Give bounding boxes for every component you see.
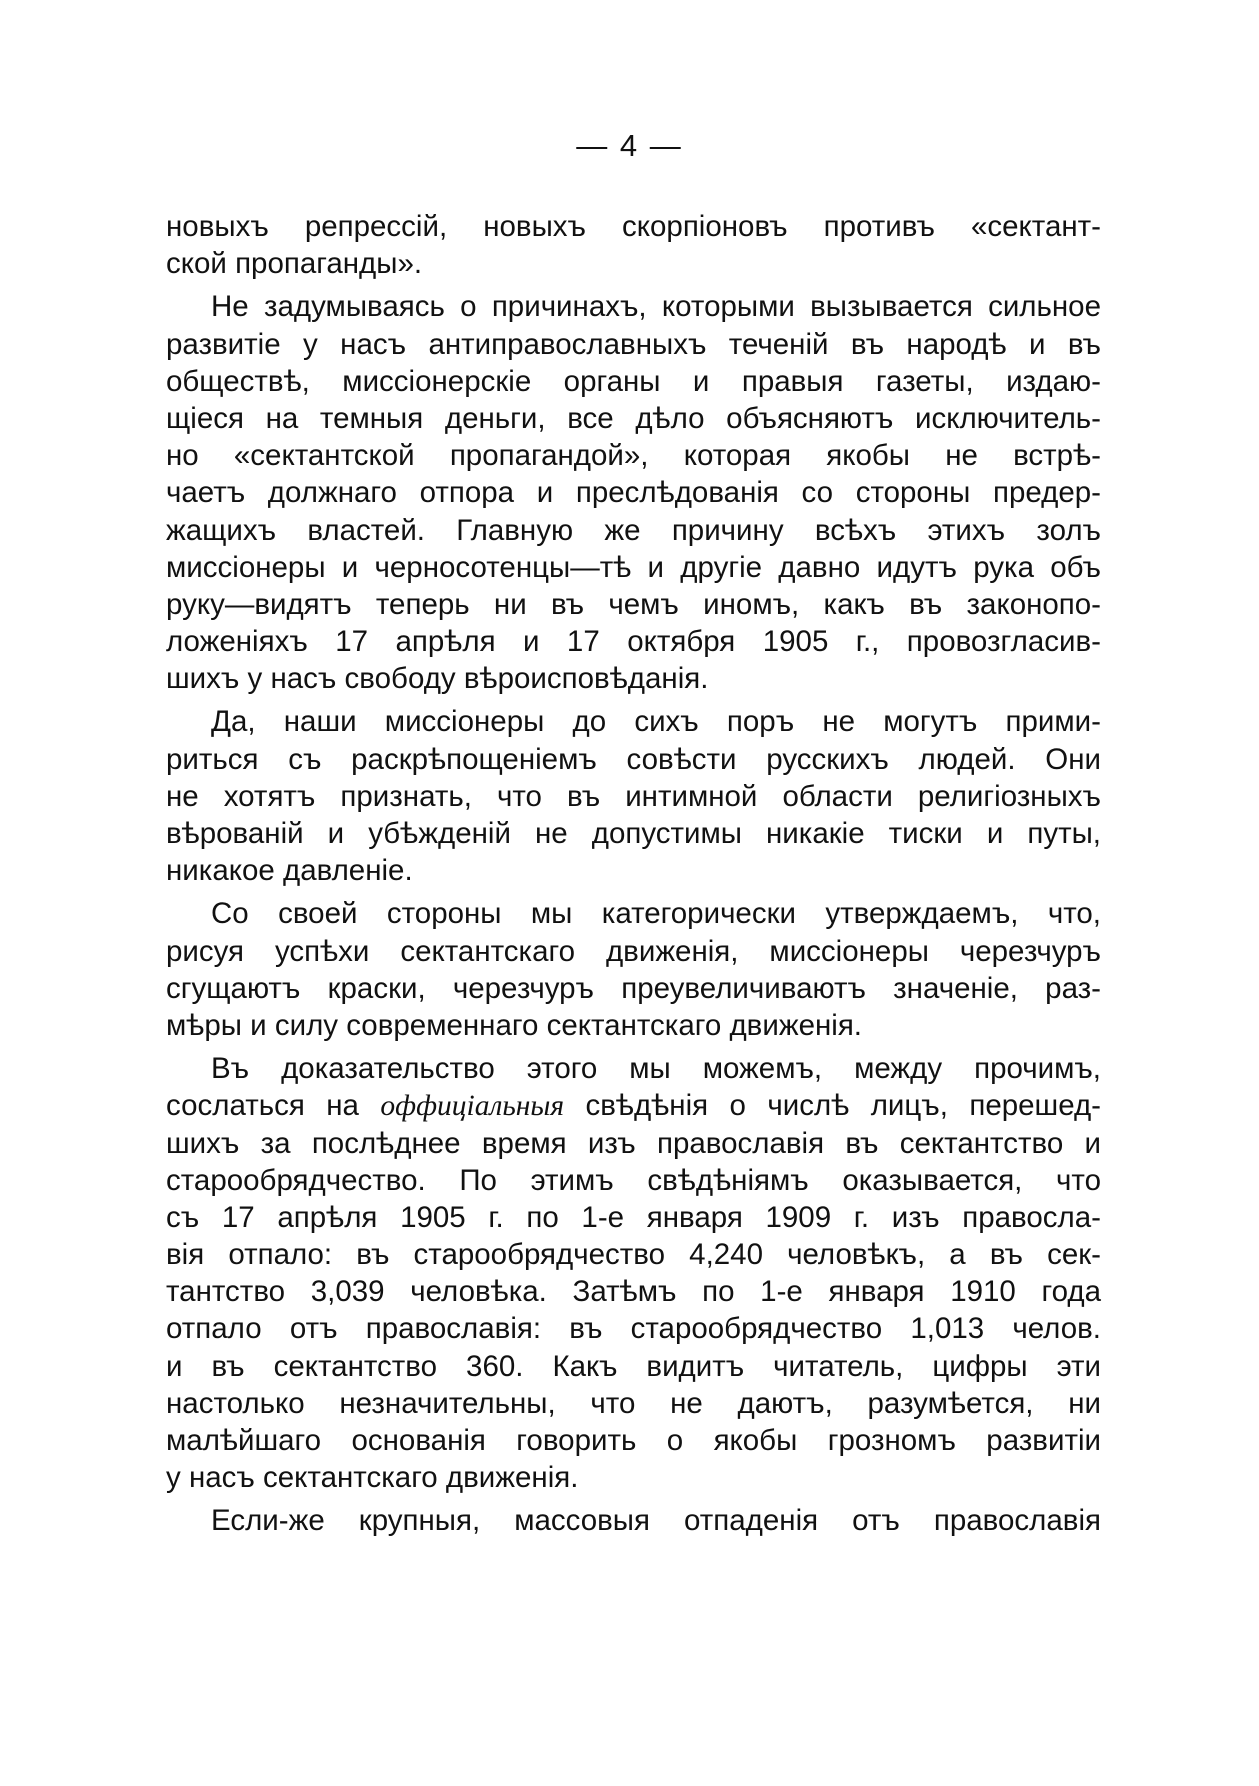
- text-line: риться съ раскрѣпощеніемъ совѣсти русскихъ людей. Они: [166, 742, 1101, 776]
- text-line: тантство 3,039 человѣка. Затѣмъ по 1-е января 1910 года: [166, 1275, 1101, 1309]
- text-line: вѣрованій и убѣжденій не допустимы никакіе тиски и путы,: [166, 817, 1101, 850]
- text-line: руку—видятъ теперь ни въ чемъ иномъ, какъ въ законопо-: [166, 587, 1101, 621]
- text-line: Со своей стороны мы категорически утверждаемъ, что,: [211, 897, 1101, 931]
- text-line: настолько незначительны, что не даютъ, разумѣется, ни: [166, 1386, 1101, 1420]
- text-line: мѣры и силу современнаго сектантскаго движенія.: [166, 1008, 862, 1042]
- text-line: новыхъ репрессій, новыхъ скорпіоновъ противъ «сектант-: [166, 210, 1101, 243]
- text-line: съ 17 апрѣля 1905 г. по 1-е января 1909 г. изъ правосла-: [166, 1200, 1101, 1234]
- text-line: развитіе у насъ антиправославныхъ теченій въ народѣ и въ: [166, 327, 1101, 361]
- text-line: Въ доказательство этого мы можемъ, между прочимъ,: [211, 1052, 1101, 1086]
- text-line: сгущаютъ краски, черезчуръ преувеличиваютъ значеніе, раз-: [166, 971, 1101, 1005]
- paragraph: [166, 288, 1101, 697]
- text-line: старообрядчество. По этимъ свѣдѣніямъ оказывается, что: [166, 1163, 1101, 1197]
- text-line: малѣйшаго основанія говорить о якобы грозномъ развитіи: [166, 1424, 1101, 1457]
- text-line: шихъ за послѣднее время изъ православія въ сектантство и: [166, 1126, 1101, 1160]
- text-line: никакое давленіе.: [166, 854, 413, 888]
- text-line: у насъ сектантскаго движенія.: [166, 1461, 579, 1495]
- paragraph: [166, 208, 1101, 282]
- text-line: и въ сектантство 360. Какъ видитъ читатель, цифры эти: [166, 1349, 1101, 1383]
- text-line: жащихъ властей. Главную же причину всѣхъ этихъ золъ: [166, 513, 1101, 547]
- text-line: обществѣ, миссіонерскіе органы и правыя газеты, издаю-: [166, 364, 1101, 398]
- text-line: ской пропаганды».: [166, 247, 423, 281]
- text-line: но «сектантской пропагандой», которая якобы не встрѣ-: [166, 439, 1101, 473]
- body-text: [166, 208, 1101, 1540]
- text-line: рисуя успѣхи сектантскаго движенія, миссіонеры черезчуръ: [166, 934, 1101, 968]
- text-line: отпало отъ православія: въ старообрядчество 1,013 челов.: [166, 1312, 1101, 1346]
- text-line: Не задумываясь о причинахъ, которыми вызывается сильное: [211, 290, 1101, 324]
- italic-word: оффиціальныя: [380, 1090, 565, 1123]
- paragraph: [166, 1502, 1101, 1539]
- paragraph: [166, 703, 1101, 889]
- text-line: ложеніяхъ 17 апрѣля и 17 октября 1905 г., провозгласив-: [166, 625, 1101, 659]
- text-line-with-italic: [166, 1087, 1101, 1124]
- page-number: — 4 —: [576, 128, 683, 163]
- text-line: Да, наши миссіонеры до сихъ поръ не могутъ прими-: [211, 705, 1101, 739]
- text-line: миссіонеры и черносотенцы—тѣ и другіе давно идутъ рука объ: [166, 550, 1101, 584]
- text-line: шихъ у насъ свободу вѣроисповѣданія.: [166, 662, 709, 696]
- text-line: чаетъ должнаго отпора и преслѣдованія со стороны предер-: [166, 476, 1101, 510]
- text-segment: сослаться на: [166, 1089, 381, 1123]
- text-segment: свѣдѣнія о числѣ лицъ, перешед-: [564, 1089, 1102, 1123]
- text-line: щіеся на темныя деньги, все дѣло объясняютъ исключитель-: [166, 401, 1101, 435]
- text-line: не хотятъ признать, что въ интимной области религіозныхъ: [166, 779, 1101, 813]
- text-line: вія отпало: въ старообрядчество 4,240 человѣкъ, а въ сек-: [166, 1238, 1101, 1272]
- paragraph: [166, 1050, 1101, 1496]
- paragraph: [166, 895, 1101, 1044]
- text-line: Если-же крупныя, массовыя отпаденія отъ православія: [211, 1504, 1101, 1538]
